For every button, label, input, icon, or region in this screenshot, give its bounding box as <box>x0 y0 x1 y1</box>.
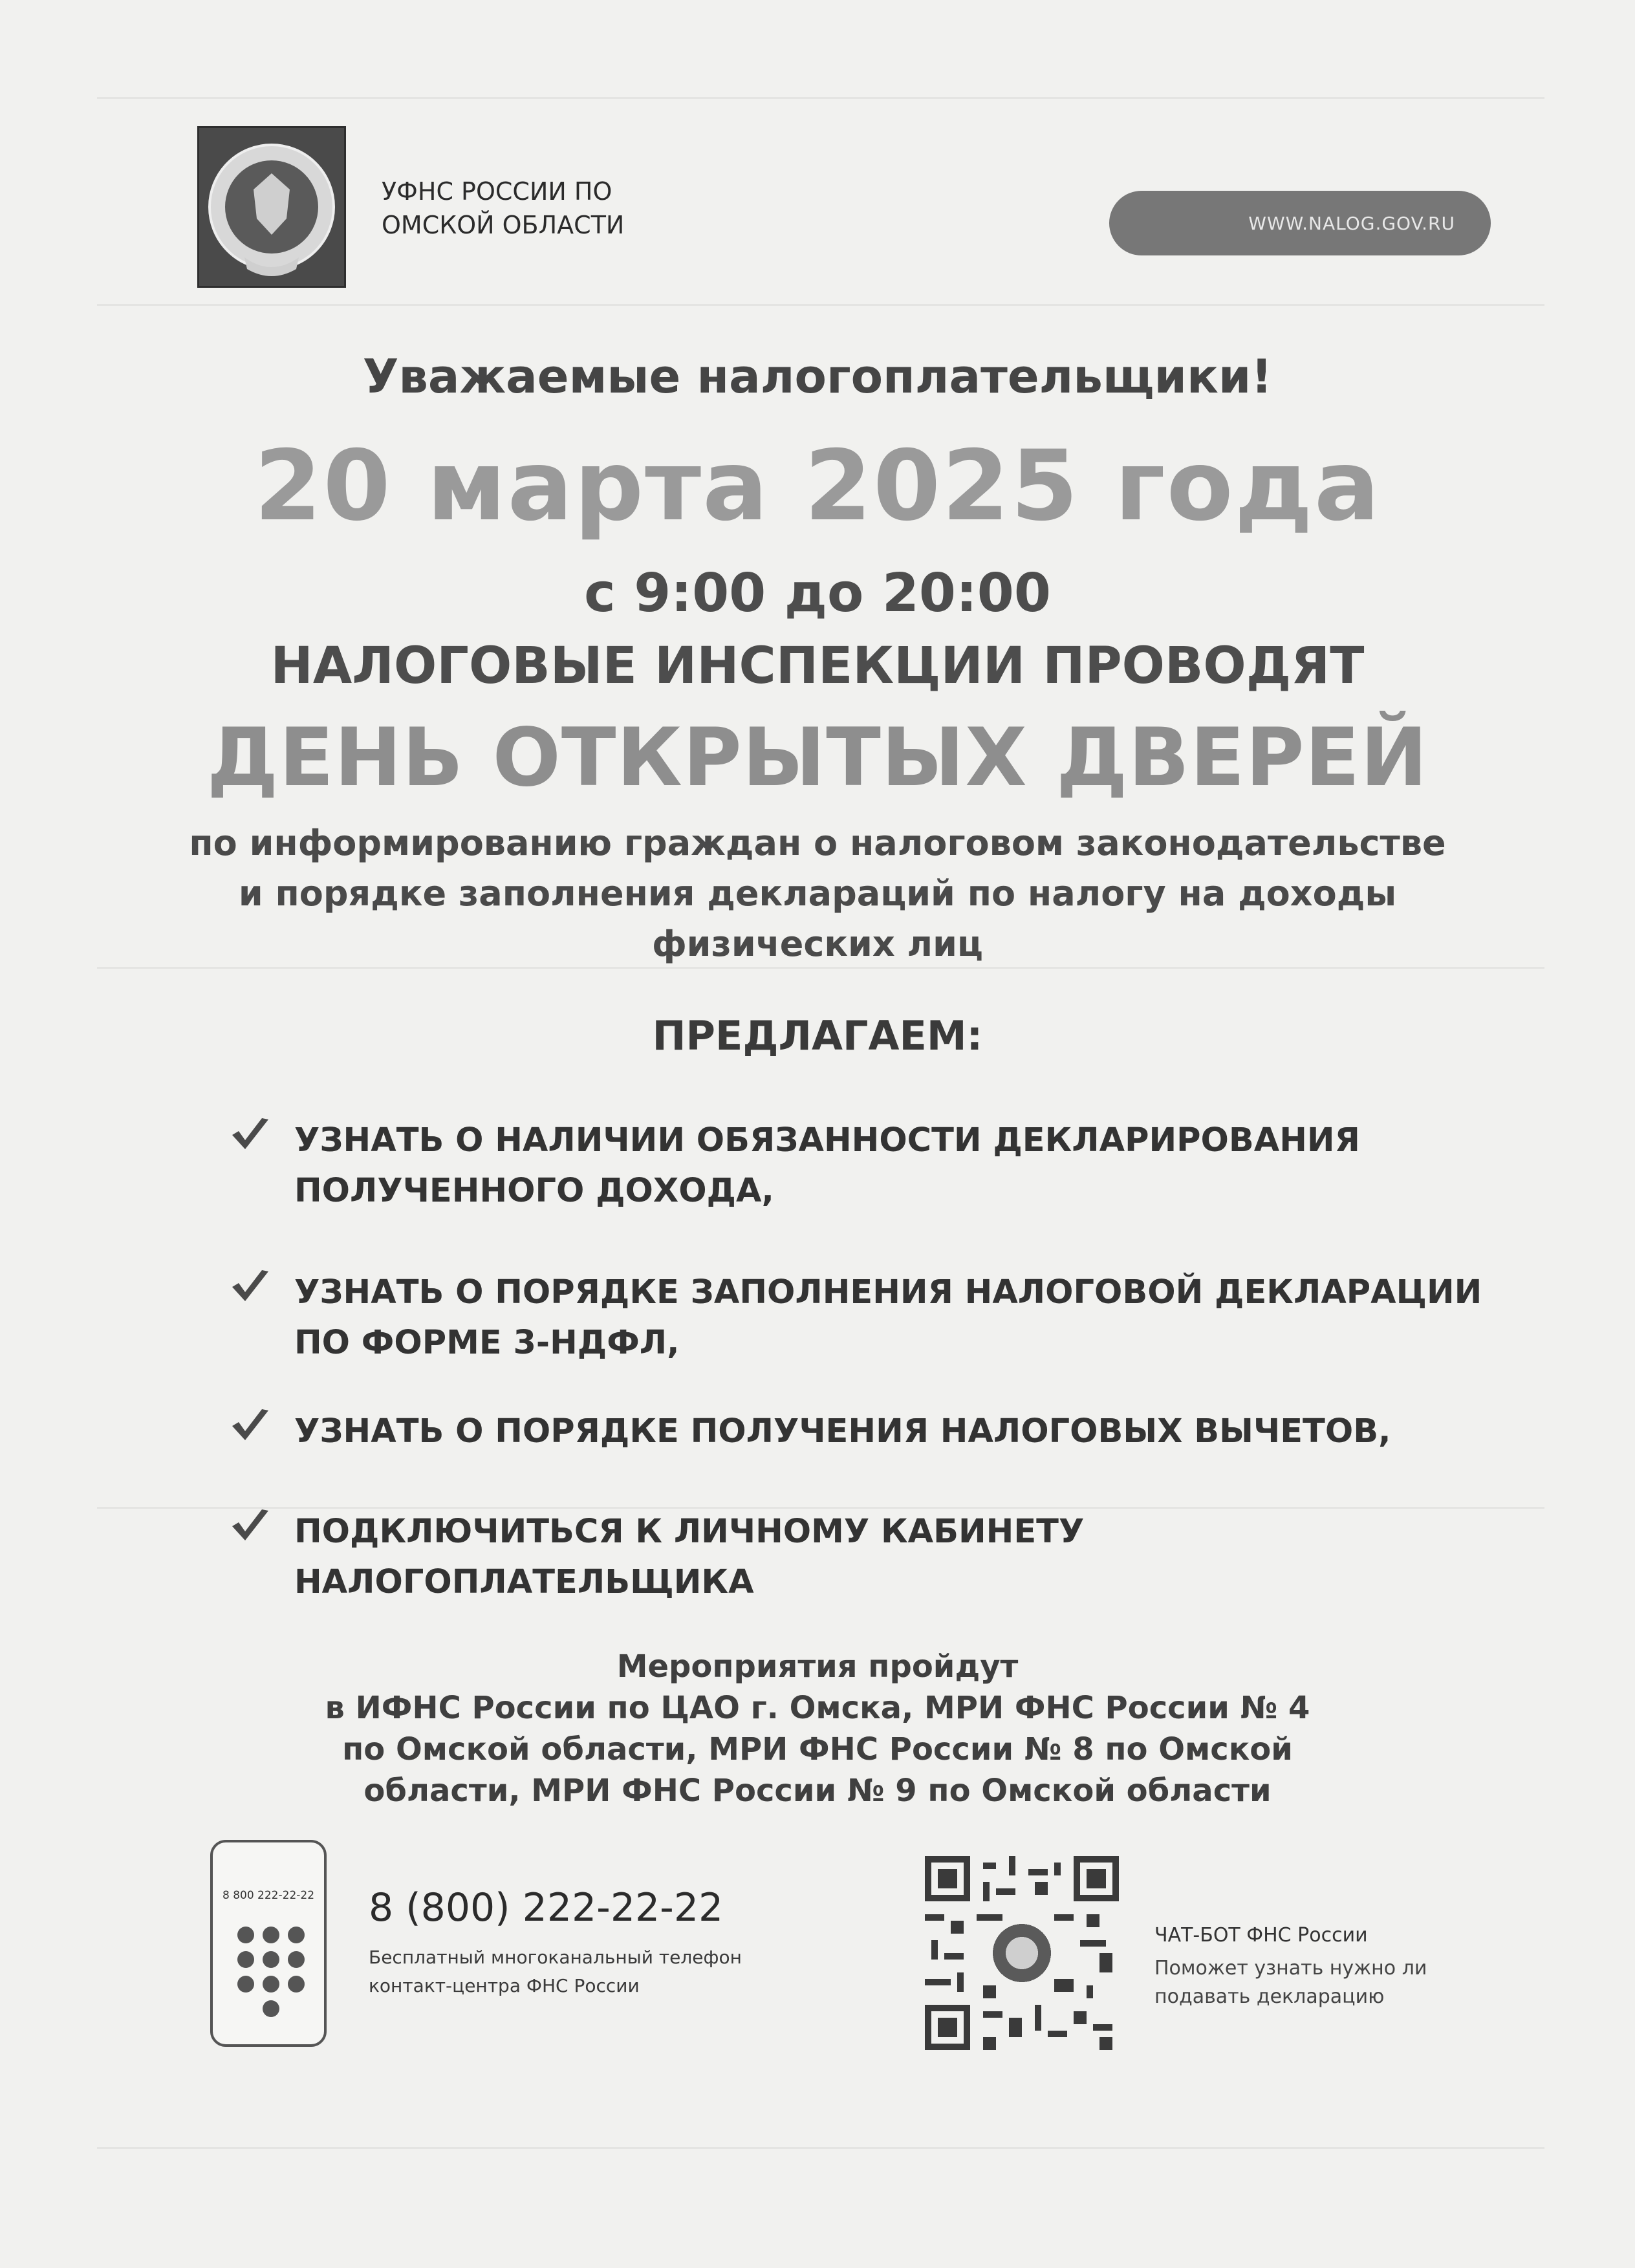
show-through-line <box>97 2147 1544 2149</box>
greeting: Уважаемые налогоплательщики! <box>362 349 1273 404</box>
show-through-line <box>97 97 1544 99</box>
fns-emblem-logo <box>197 126 346 288</box>
org-line-1: УФНС РОССИИ ПО <box>382 177 612 206</box>
chatbot-title: ЧАТ-БОТ ФНС России <box>1154 1924 1368 1947</box>
offer-line-2: ПО ФОРМЕ 3-НДФЛ, <box>294 1324 680 1362</box>
subtitle-line-1: по информированию граждан о налоговом законодательстве <box>189 823 1446 863</box>
show-through-line <box>97 304 1544 306</box>
org-line-2: ОМСКОЙ ОБЛАСТИ <box>382 211 625 239</box>
hotline-desc-line-1: Бесплатный многоканальный телефон <box>369 1947 742 1968</box>
chatbot-desc-line-2: подавать декларацию <box>1154 1985 1385 2008</box>
offer-line-1: УЗНАТЬ О НАЛИЧИИ ОБЯЗАННОСТИ ДЕКЛАРИРОВАНИЯ <box>294 1121 1360 1160</box>
events-line-1: Мероприятия пройдут <box>616 1648 1019 1685</box>
phone-icon-number: 8 800 222-22-22 <box>222 1889 315 1902</box>
offer-line-2: ПОЛУЧЕННОГО ДОХОДА, <box>294 1172 774 1210</box>
chatbot-description <box>1154 1954 1478 2011</box>
website-badge <box>1109 191 1491 255</box>
qr-code <box>925 1856 1119 2050</box>
website-url: WWW.NALOG.GOV.RU <box>1248 212 1455 234</box>
events-line-4: области, МРИ ФНС России № 9 по Омской области <box>363 1773 1272 1809</box>
offer-line-1: УЗНАТЬ О ПОРЯДКЕ ЗАПОЛНЕНИЯ НАЛОГОВОЙ ДЕКЛАРАЦИИ <box>294 1273 1482 1312</box>
keypad <box>237 1927 305 2017</box>
inspections-heading: НАЛОГОВЫЕ ИНСПЕКЦИИ ПРОВОДЯТ <box>270 637 1365 695</box>
offer-heading: ПРЕДЛАГАЕМ: <box>652 1012 983 1059</box>
checkmark-icon <box>230 1268 271 1306</box>
event-subtitle <box>0 818 1635 969</box>
event-date: 20 марта 2025 года <box>254 430 1381 543</box>
subtitle-line-3: физических лиц <box>652 923 983 964</box>
events-locations <box>0 1646 1635 1811</box>
events-line-2: в ИФНС России по ЦАО г. Омска, МРИ ФНС России № 4 <box>325 1690 1310 1726</box>
checkmark-icon <box>230 1407 271 1445</box>
events-line-3: по Омской области, МРИ ФНС России № 8 по Омской <box>342 1731 1293 1767</box>
organization-name <box>382 175 718 242</box>
checkmark-icon <box>230 1507 271 1546</box>
chatbot-desc-line-1: Поможет узнать нужно ли <box>1154 1957 1427 1980</box>
hotline-number: 8 (800) 222-22-22 <box>369 1885 724 1930</box>
open-day-heading: ДЕНЬ ОТКРЫТЫХ ДВЕРЕЙ <box>206 711 1429 805</box>
subtitle-line-2: и порядке заполнения деклараций по налогу на доходы <box>238 873 1397 914</box>
offer-line-2: НАЛОГОПЛАТЕЛЬЩИКА <box>294 1563 754 1601</box>
offer-line-1: УЗНАТЬ О ПОРЯДКЕ ПОЛУЧЕНИЯ НАЛОГОВЫХ ВЫЧЕТОВ, <box>294 1412 1391 1451</box>
phone-icon <box>210 1840 327 2047</box>
event-time: с 9:00 до 20:00 <box>584 563 1051 624</box>
offer-line-1: ПОДКЛЮЧИТЬСЯ К ЛИЧНОМУ КАБИНЕТУ <box>294 1513 1085 1551</box>
hotline-desc-line-2: контакт-центра ФНС России <box>369 1975 640 1996</box>
checkmark-icon <box>230 1116 271 1154</box>
hotline-description <box>369 1943 821 2000</box>
